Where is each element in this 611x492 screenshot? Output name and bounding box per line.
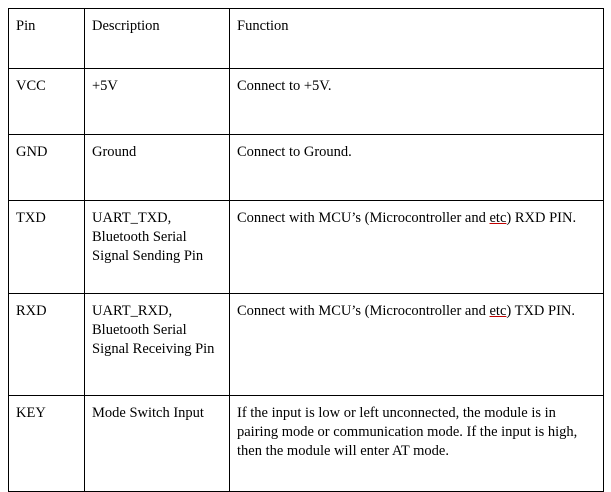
cell-function-txd: [230, 201, 604, 294]
table-row: [9, 135, 604, 201]
function-text-pre: Connect with MCU’s (Microcontroller and: [237, 303, 490, 319]
cell-description-key: Mode Switch Input: [85, 396, 230, 492]
cell-pin-vcc: VCC: [9, 69, 85, 135]
column-header-description: Description: [85, 9, 230, 69]
column-header-function: Function: [230, 9, 604, 69]
table-row: [9, 69, 604, 135]
cell-description-vcc: +5V: [85, 69, 230, 135]
cell-function-gnd: Connect to Ground.: [230, 135, 604, 201]
spelling-error-text: etc: [489, 210, 507, 226]
cell-description-gnd: Ground: [85, 135, 230, 201]
cell-pin-rxd: RXD: [9, 294, 85, 396]
function-text-pre: Connect with MCU’s (Microcontroller and: [237, 210, 490, 226]
table-header-row: [9, 9, 604, 69]
function-text-post: ) RXD PIN.: [506, 210, 577, 226]
table-row: [9, 294, 604, 396]
cell-description-rxd: UART_RXD, Bluetooth Serial Signal Receiving Pin: [85, 294, 230, 396]
spelling-error-text: etc: [489, 303, 507, 319]
table-row: [9, 396, 604, 492]
cell-function-key: If the input is low or left unconnected, the module is in pairing mode or communication mode. If the input is high, then the module will enter AT mode.: [230, 396, 604, 492]
cell-pin-key: KEY: [9, 396, 85, 492]
cell-function-vcc: Connect to +5V.: [230, 69, 604, 135]
cell-description-txd: UART_TXD, Bluetooth Serial Signal Sending Pin: [85, 201, 230, 294]
column-header-pin: Pin: [9, 9, 85, 69]
table-row: [9, 201, 604, 294]
cell-function-rxd: [230, 294, 604, 396]
function-text-post: ) TXD PIN.: [506, 303, 576, 319]
cell-pin-gnd: GND: [9, 135, 85, 201]
cell-pin-txd: TXD: [9, 201, 85, 294]
pin-description-table: [8, 8, 604, 492]
